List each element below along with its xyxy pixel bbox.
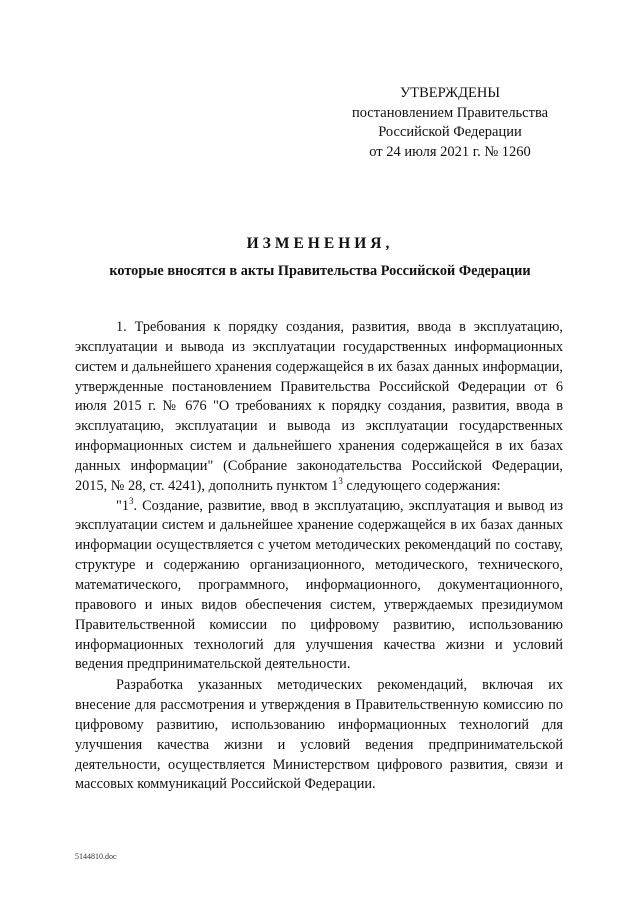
paragraph-text: . Создание, развитие, ввод в эксплуатацию, эксплуатация и вывод из эксплуатации систем и дальнейшее хранение содержащейся в их базах данных информации осуществляется с учетом методических рекомендаций по составу, структуре и содержанию организационного, методического, технического, математического, программного, информационного, документационного, правового и иных видов обеспечения систем, утверждаемых президиумом Правительственной комиссии по цифровому развитию, использованию информационных технологий для улучшения качества жизни и условий ведения предпринимательской деятельности. <box>75 497 563 673</box>
paragraph-2 <box>75 497 563 676</box>
paragraph-text: "1 <box>116 497 129 514</box>
document-title: ИЗМЕНЕНИЯ, <box>246 235 394 252</box>
document-subtitle: которые вносятся в акты Правительства Российской Федерации <box>109 263 531 279</box>
document-body <box>75 318 563 795</box>
approval-line: постановлением Правительства <box>351 104 549 121</box>
superscript: 3 <box>338 475 343 486</box>
approval-stamp <box>330 84 570 162</box>
title-block <box>80 233 560 282</box>
paragraph-1 <box>75 318 563 497</box>
approval-line: Российской Федерации <box>378 124 522 140</box>
superscript: 3 <box>129 495 134 506</box>
paragraph-text: 1. Требования к порядку создания, развития, ввода в эксплуатацию, эксплуатации и вывода из эксплуатации государственных информационных систем и дальнейшего хранения содержащейся в их базах данных информации, утвержденные постановлением Правительства Российской Федерации от 6 июля 2015 г. № 676 "О требованиях к порядку создания, развития, ввода в эксплуатацию, эксплуатации и вывода из эксплуатации государственных информационных систем и дальнейшего хранения содержащейся в их базах данных информации" (Собрание законодательства Российской Федерации, 2015, № 28, ст. 4241), дополнить пунктом 1 <box>75 319 563 494</box>
approval-heading: УТВЕРЖДЕНЫ <box>399 85 501 101</box>
paragraph-text: следующего содержания: <box>342 477 501 494</box>
paragraph-3: Разработка указанных методических рекомендаций, включая их внесение для рассмотрения и утверждения в Правительственную комиссию по цифровому развитию, использованию информационных технологий для улучшения качества жизни и условий ведения предпринимательской деятельности, осуществляется Министерством цифрового развития, связи и массовых коммуникаций Российской Федерации. <box>75 677 563 793</box>
file-name-footer: 5144810.doc <box>75 852 117 861</box>
approval-date: от 24 июля 2021 г. № 1260 <box>369 143 531 160</box>
